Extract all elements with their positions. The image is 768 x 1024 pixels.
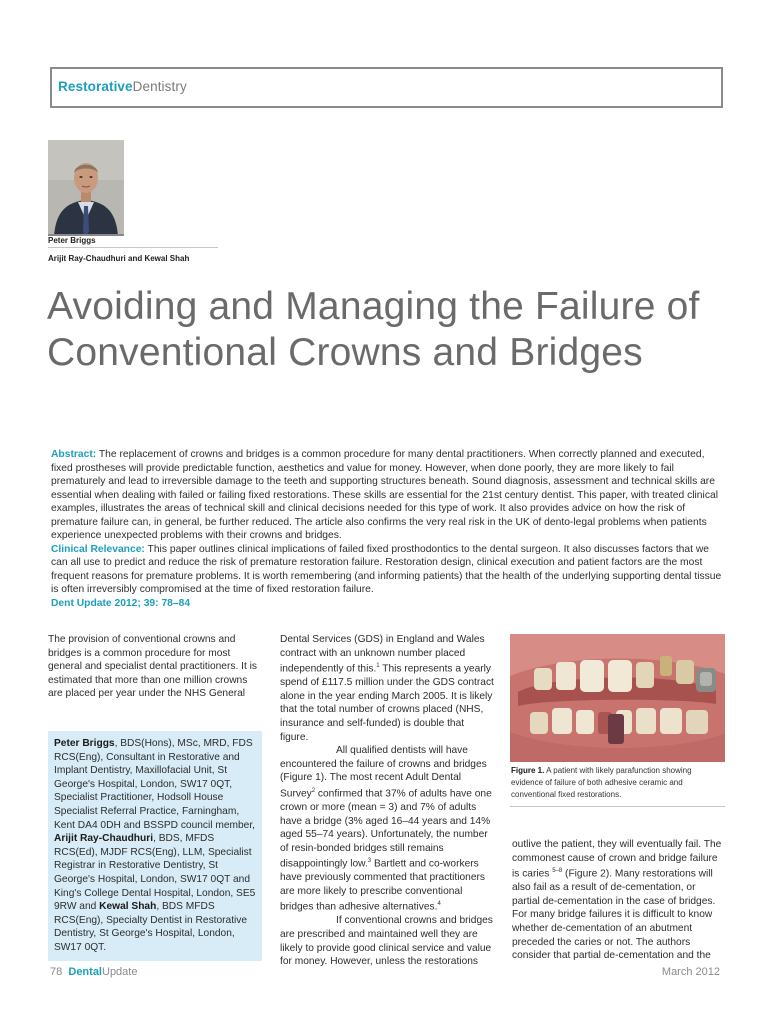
author-affiliations-box: [48, 731, 262, 961]
body-column-1: [48, 633, 262, 701]
author-secondary: Arijit Ray-Chaudhuri and Kewal Shah: [48, 254, 190, 263]
author-primary: Peter Briggs: [48, 236, 96, 245]
reference-marker: 4: [437, 901, 441, 908]
figure-caption-text: A patient with likely parafunction showing evidence of failure of both adhesive ceramic and conventional fixed restorations.: [511, 766, 692, 799]
section-header-bar: [50, 67, 723, 108]
affiliation-text: , BDS MFDS RCS(Eng), Specialty Dentist in Restorative Dentistry, St George's Hospital, London, SW17 0QT.: [54, 901, 248, 953]
section-label-strong: Restorative: [58, 79, 133, 94]
author-photo: [48, 140, 124, 236]
affiliation-name: Arijit Ray-Chaudhuri: [54, 833, 154, 845]
affiliation-name: Kewal Shah: [99, 901, 157, 913]
body-paragraph: [512, 838, 726, 963]
clinical-relevance-label: Clinical Relevance:: [51, 543, 145, 555]
reference-marker: 1: [376, 663, 380, 670]
journal-brand-strong: Dental: [68, 966, 102, 978]
section-label-light: Dentistry: [132, 79, 187, 94]
affiliation-text: , BDS, MFDS RCS(Ed), MJDF RCS(Eng), LLM, Specialist Registrar in Restorative Dentistry, St George's Hospital, London, SW17 0QT and King's College Dental Hospital, London, SE5 9RW and: [54, 833, 256, 913]
body-paragraph: If conventional crowns and bridges are prescribed and maintained well they are likely to provide good clinical service and value for money. However, unless the restorations: [280, 915, 493, 968]
reference-marker: 5–8: [552, 868, 563, 875]
body-text: confirmed that 37% of adults have one crown or more (mean = 3) and 7% of adults have a bridge (3% aged 16–44 years and 14% aged 55–74 years). Unfortunately, the number of resin-bonded bridges still remains disappointingly low.: [280, 788, 492, 870]
issue-date: March 2012: [661, 966, 720, 978]
body-paragraph: The provision of conventional crowns and bridges is a common procedure for most general and specialist dental practitioners. It is estimated that more than one million crowns are placed per year under the NHS General: [48, 634, 257, 700]
author-divider: [48, 247, 218, 248]
author-photo-graphic: [48, 140, 124, 236]
journal-brand-light: Update: [102, 966, 138, 978]
affiliation-text: , BDS(Hons), MSc, MRD, FDS RCS(Eng), Consultant in Restorative and Implant Dentistry, Maxillofacial Unit, St George's Hospital, London, SW17 0QT, Specialist Practitioner, Hodsoll House Specialist Referral Practice, Farningham, Kent DA4 0DH and BSSPD council member,: [54, 738, 256, 831]
figure-label: Figure 1.: [511, 766, 545, 775]
body-text: (Figure 2). Many restorations will also fail as a result of de-cementation, or partial de-cementation in the case of bridges. For many bridge failures it is difficult to know whether de-cementation of an abutment preceded the caries or not. The authors consider that partial de-cementation and the: [512, 868, 716, 962]
body-text: Dental Services (GDS) in England and Wales contract with an unknown number placed independently of this.: [280, 634, 485, 675]
figure-1-caption: [511, 765, 723, 801]
clinical-relevance-text: This paper outlines clinical implications of failed fixed prosthodontics to the dental surgeon. It also discusses factors that we can all use to predict and reduce the risk of premature restoration failure. Restoration design, clinical execution and patient factors are the most frequent reasons for premature problems. It is worth remembering (and informing patients) that the health of the underlying supporting dental tissue is often irreversibly compromised at the time of fixed restoration failure.: [51, 543, 722, 595]
abstract-text: The replacement of crowns and bridges is a common procedure for many dental practitioners. When correctly planned and executed, fixed prostheses will provide predictable function, aesthetics and value for money. However, when done poorly, they are more likely to fail prematurely and lead to irreversible damage to the teeth and supporting structures beneath. Sound diagnosis, assessment and technical skills are essential when dealing with failed or failing fixed restorations. These skills are essential for the 21st century dentist. This paper, with treated clinical examples, illustrates the areas of technical skill and clinical decisions needed for this type of work. It also provides advice on how the risk of premature failure can, in general, be further reduced. The article also confirms the very real risk in the UK of dento-legal problems when patients experience unexpected problems with their crowns and bridges.: [51, 449, 718, 541]
reference-marker: 2: [311, 787, 316, 794]
page-footer: [50, 966, 137, 978]
body-paragraph: [280, 633, 494, 744]
section-label: [58, 79, 187, 94]
abstract-label: Abstract:: [51, 449, 97, 460]
body-text: outlive the patient, they will eventually fail. The commonest cause of crown and bridge failure is caries: [512, 839, 722, 880]
body-text: This represents a yearly spend of £117.5 million under the GDS contract alone in the year ending March 2005. It is likely that the total number of crowns placed (NHS, insurance and self-funded) is double that figure.: [280, 663, 494, 743]
body-text: Bartlett and co-workers have previously commented that practitioners are more likely to prescribe conventional bridges than adhesive alternatives.: [280, 858, 485, 913]
body-paragraph: [280, 744, 494, 914]
figure-divider: [510, 806, 725, 807]
reference-marker: 3: [367, 858, 372, 865]
article-title: Avoiding and Managing the Failure of Conventional Crowns and Bridges: [47, 285, 700, 374]
figure-1-graphic: [510, 634, 725, 762]
abstract: [51, 448, 723, 610]
body-text: All qualified dentists will have encountered the failure of crowns and bridges (Figure 1). The most recent Adult Dental Survey: [280, 745, 487, 800]
page-number: 78: [50, 966, 63, 978]
citation: Dent Update 2012; 39: 78–84: [51, 597, 191, 609]
figure-1-image: [510, 634, 725, 762]
body-column-2: [280, 633, 494, 969]
body-column-3: [512, 838, 726, 963]
affiliation-name: Peter Briggs: [54, 738, 115, 749]
